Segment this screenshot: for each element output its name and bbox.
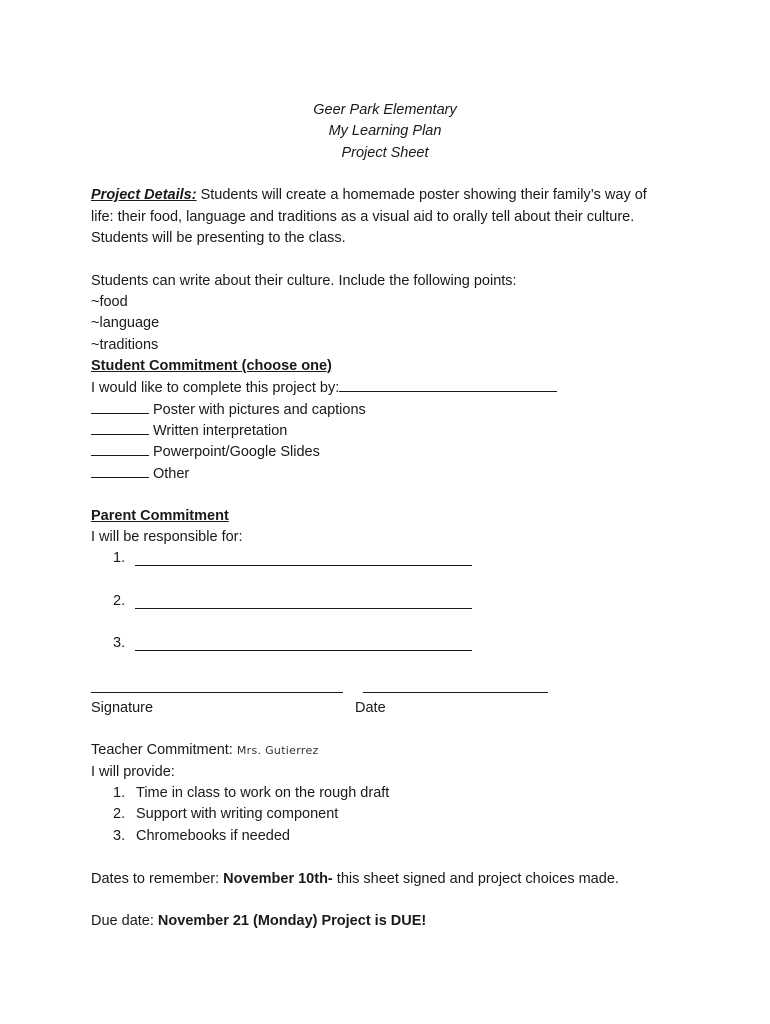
culture-point-food: ~food — [91, 294, 128, 310]
dates-date: November 10th- — [223, 871, 333, 887]
parent-commitment-heading: Parent Commitment — [91, 508, 229, 524]
project-details-text-1: Students will create a homemade poster showing their family’s way of — [196, 187, 647, 203]
option-row-slides — [91, 442, 320, 461]
option-label-other: Other — [153, 466, 190, 482]
teacher-item-number-1: 1. — [113, 785, 126, 801]
sheet-title: Project Sheet — [341, 145, 429, 161]
project-details-line-2: life: their food, language and traditions as a visual aid to orally tell about their culture. — [91, 209, 635, 225]
culture-point-language: ~language — [91, 315, 160, 331]
school-name: Geer Park Elementary — [313, 102, 457, 118]
student-commitment-heading: Student Commitment (choose one) — [91, 358, 332, 374]
date-line[interactable] — [363, 692, 548, 693]
student-commitment-prompt: I would like to complete this project by: — [91, 380, 340, 396]
option-label-slides: Powerpoint/Google Slides — [153, 444, 320, 460]
teacher-commitment-label: Teacher Commitment: — [91, 742, 233, 758]
teacher-item-2: Support with writing component — [136, 806, 339, 822]
teacher-name-handwritten: Mrs. Gutierrez — [236, 744, 319, 757]
project-details-label: Project Details: — [91, 187, 197, 203]
option-label-written: Written interpretation — [153, 423, 288, 439]
option-blank-poster[interactable] — [91, 400, 149, 414]
option-row-other — [91, 464, 189, 483]
option-label-poster: Poster with pictures and captions — [153, 402, 366, 418]
culture-point-traditions: ~traditions — [91, 337, 159, 353]
teacher-item-number-3: 3. — [113, 828, 126, 844]
option-blank-other[interactable] — [91, 464, 149, 478]
option-row-poster — [91, 400, 366, 419]
due-date-value: November 21 (Monday) Project is DUE! — [157, 913, 427, 929]
date-label: Date — [355, 700, 386, 716]
parent-item-number-3: 3. — [113, 635, 126, 651]
student-commitment-prompt-row — [91, 378, 557, 397]
dates-label: Dates to remember: — [91, 871, 224, 887]
signature-line[interactable] — [91, 692, 343, 693]
parent-responsibility-line-3[interactable] — [135, 650, 472, 651]
plan-title: My Learning Plan — [328, 123, 442, 139]
signature-label: Signature — [91, 700, 154, 716]
option-blank-written[interactable] — [91, 421, 149, 435]
teacher-item-1: Time in class to work on the rough draft — [136, 785, 390, 801]
due-date-label: Due date: — [91, 913, 158, 929]
parent-responsibility-line-1[interactable] — [135, 565, 472, 566]
completion-date-blank[interactable] — [339, 378, 557, 392]
dates-rest: this sheet signed and project choices made. — [332, 871, 619, 887]
teacher-provide-label: I will provide: — [91, 764, 175, 780]
dates-to-remember — [91, 870, 619, 888]
option-blank-slides[interactable] — [91, 442, 149, 456]
culture-intro: Students can write about their culture. Include the following points: — [91, 273, 517, 289]
parent-item-number-2: 2. — [113, 593, 126, 609]
project-details-line-3: Students will be presenting to the class. — [91, 230, 346, 246]
parent-commitment-prompt: I will be responsible for: — [91, 529, 243, 545]
due-date-row — [91, 912, 426, 930]
project-details-line-1 — [91, 186, 647, 204]
teacher-item-3: Chromebooks if needed — [136, 828, 290, 844]
parent-responsibility-line-2[interactable] — [135, 608, 472, 609]
parent-item-number-1: 1. — [113, 550, 126, 566]
teacher-item-number-2: 2. — [113, 806, 126, 822]
teacher-commitment-row — [91, 741, 319, 760]
option-row-written — [91, 421, 287, 440]
